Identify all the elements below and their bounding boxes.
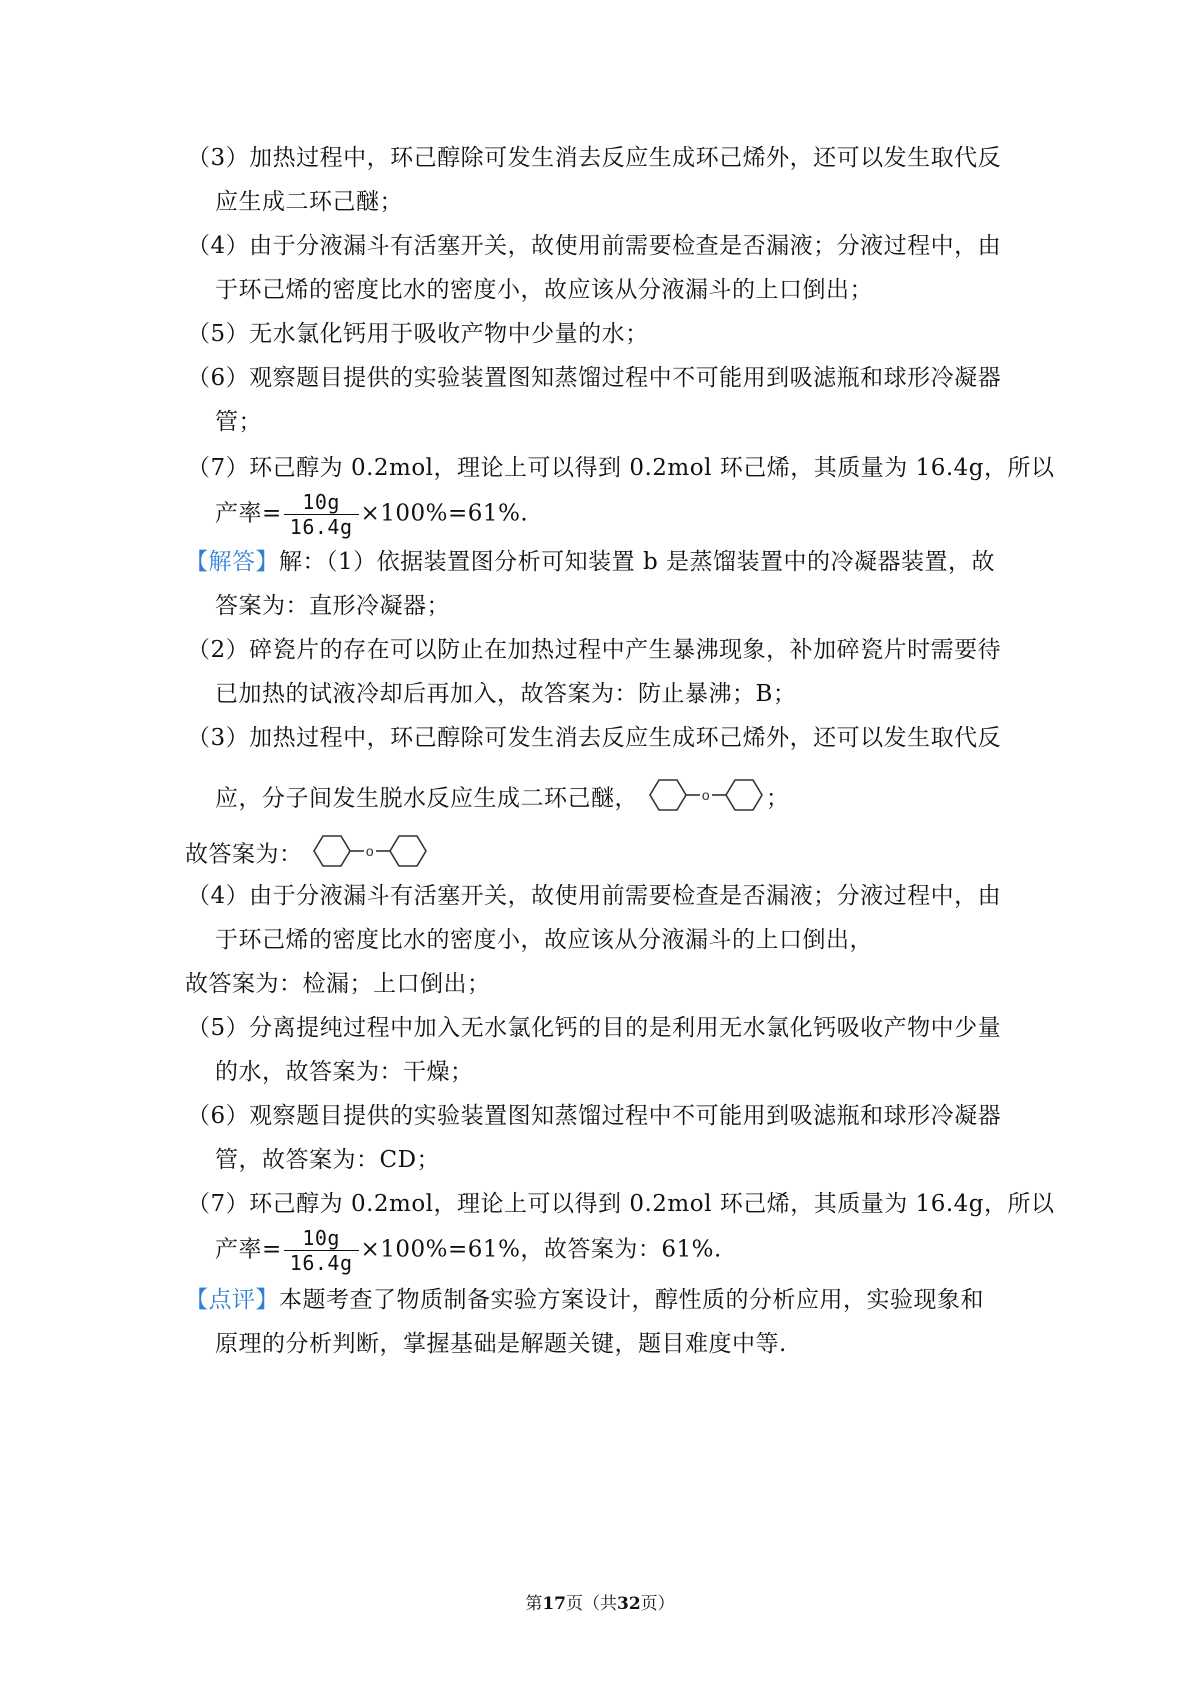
analysis-p6-line1: （6）观察题目提供的实验装置图知蒸馏过程中不可能用到吸滤瓶和球形冷凝器 <box>187 365 1002 391</box>
analysis-p7-formula <box>215 490 528 539</box>
yield-suffix: ×100%=61%. <box>360 500 529 527</box>
answer-a4-line3: 故答案为：检漏；上口倒出； <box>185 971 491 997</box>
comment-line1 <box>185 1284 984 1316</box>
fraction-numerator: 10g <box>284 490 359 515</box>
answer-a1-text: 解：（1）依据装置图分析可知装置 b 是蒸馏装置中的冷凝器装置，故 <box>279 549 995 575</box>
answer-a6-line1: （6）观察题目提供的实验装置图知蒸馏过程中不可能用到吸滤瓶和球形冷凝器 <box>187 1103 1002 1129</box>
answer-a6-line2: 管，故答案为：CD； <box>215 1147 441 1173</box>
answer-a3-line2-text: 应，分子间发生脱水反应生成二环己醚， <box>215 785 638 812</box>
answer-a5-line1: （5）分离提纯过程中加入无水氯化钙的目的是利用无水氯化钙吸收产物中少量 <box>187 1015 1002 1041</box>
ether-oxygen-label: o <box>366 843 375 859</box>
analysis-p7-line1: （7）环己醇为 0.2mol，理论上可以得到 0.2mol 环己烯，其质量为 16.4g，所以 <box>187 455 1055 481</box>
fraction-denominator: 16.4g <box>289 1251 353 1275</box>
footer-post: 页） <box>640 1594 675 1614</box>
answer-a7-formula <box>215 1226 722 1275</box>
answer-a4-line1: （4）由于分液漏斗有活塞开关，故使用前需要检查是否漏液；分液过程中，由 <box>187 883 1002 909</box>
yield-prefix: 产率= <box>215 500 282 527</box>
answer-a7-line1: （7）环己醇为 0.2mol，理论上可以得到 0.2mol 环己烯，其质量为 16.4g，所以 <box>187 1191 1055 1217</box>
yield-fraction <box>284 1226 359 1275</box>
comment-line2: 原理的分析判断，掌握基础是解题关键，题目难度中等. <box>215 1331 787 1357</box>
answer-a3-line1: （3）加热过程中，环己醇除可发生消去反应生成环己烯外，还可以发生取代反 <box>187 725 1002 751</box>
footer-total-pages: 32 <box>617 1594 641 1614</box>
analysis-p4-line1: （4）由于分液漏斗有活塞开关，故使用前需要检查是否漏液；分液过程中，由 <box>187 233 1002 259</box>
fraction-numerator: 10g <box>284 1226 359 1251</box>
analysis-p3-line2: 应生成二环己醚； <box>215 189 403 215</box>
yield-suffix: ×100%=61%，故答案为：61%. <box>360 1236 722 1263</box>
yield-prefix: 产率= <box>215 1236 282 1263</box>
page-footer <box>0 1593 1200 1615</box>
comment-line1-text: 本题考查了物质制备实验方案设计，醇性质的分析应用，实验现象和 <box>279 1287 984 1313</box>
analysis-p6-line2: 管； <box>215 409 262 435</box>
answer-a3-line2-end: ； <box>765 785 790 812</box>
answer-a5-line2: 的水，故答案为：干燥； <box>215 1059 474 1085</box>
answer-a1-line1 <box>185 546 995 578</box>
analysis-p4-line2: 于环己烯的密度比水的密度小，故应该从分液漏斗的上口倒出； <box>215 277 873 303</box>
dicyclohexyl-ether-icon <box>646 774 766 825</box>
analysis-p3-line1: （3）加热过程中，环己醇除可发生消去反应生成环己烯外，还可以发生取代反 <box>187 145 1002 171</box>
analysis-p5-line1: （5）无水氯化钙用于吸收产物中少量的水； <box>187 321 649 347</box>
answer-a3-line3 <box>185 830 430 881</box>
comment-tag: 【点评】 <box>185 1287 279 1313</box>
answer-tag: 【解答】 <box>185 549 279 575</box>
answer-a3-line2 <box>215 774 789 825</box>
answer-a3-line3-text: 故答案为： <box>185 841 303 868</box>
answer-a4-line2: 于环己烯的密度比水的密度小，故应该从分液漏斗的上口倒出， <box>215 927 873 953</box>
answer-a2-line1: （2）碎瓷片的存在可以防止在加热过程中产生暴沸现象，补加碎瓷片时需要待 <box>187 637 1002 663</box>
footer-pre: 第 <box>525 1594 543 1614</box>
answer-a2-line2: 已加热的试液冷却后再加入，故答案为：防止暴沸；B； <box>215 681 797 707</box>
footer-mid: 页（共 <box>566 1594 617 1614</box>
fraction-denominator: 16.4g <box>289 515 353 539</box>
answer-a1-line2: 答案为：直形冷凝器； <box>215 593 450 619</box>
dicyclohexyl-ether-icon <box>310 830 430 881</box>
yield-fraction <box>284 490 359 539</box>
footer-page-number: 17 <box>542 1594 566 1614</box>
ether-oxygen-label: o <box>701 787 710 803</box>
